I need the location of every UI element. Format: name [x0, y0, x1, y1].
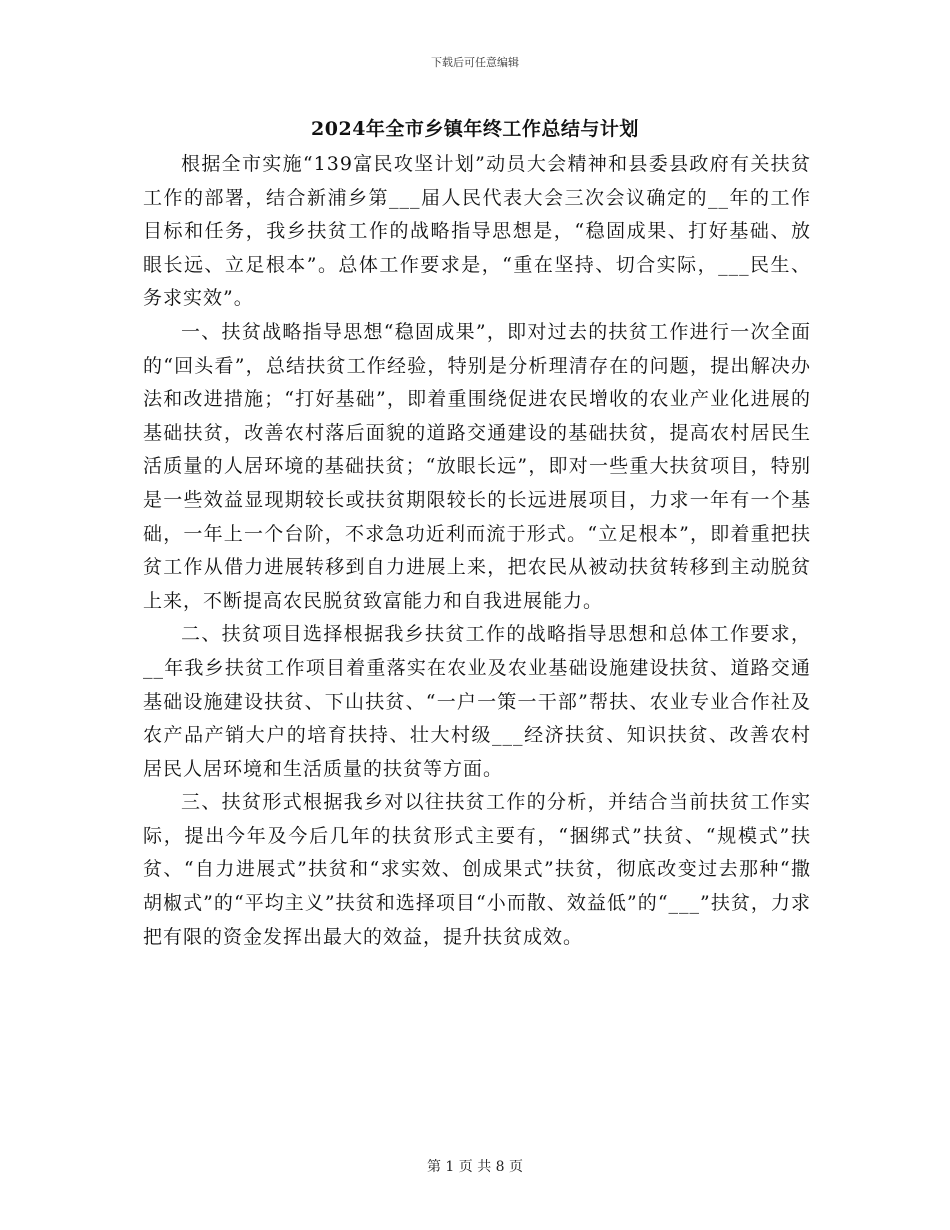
paragraph-intro: 根据全市实施“139富民攻坚计划”动员大会精神和县委县政府有关扶贫工作的部署，结合新浦乡第___届人民代表大会三次会议确定的__年的工作目标和任务，我乡扶贫工作的战略指导思想是，“稳固成果、打好基础、放眼长远、立足根本”。总体工作要求是，“重在坚持、切合实际，___民生、务求实效”。 [143, 153, 811, 310]
document-title: 2024年全市乡镇年终工作总结与计划 [311, 118, 639, 140]
page-number: 第 1 页 共 8 页 [426, 1159, 524, 1175]
page-header-note: 下载后可任意编辑 [431, 56, 519, 69]
paragraph-strategy: 一、扶贫战略指导思想“稳固成果”，即对过去的扶贫工作进行一次全面的“回头看”，总结扶贫工作经验，特别是分析理清存在的问题，提出解决办法和改进措施；“打好基础”，即着重围绕促进农民增收的农业产业化进展的基础扶贫，改善农村落后面貌的道路交通建设的基础扶贫，提高农村居民生活质量的人居环境的基础扶贫；“放眼长远”，即对一些重大扶贫项目，特别是一些效益显现期较长或扶贫期限较长的长远进展项目，力求一年有一个基础，一年上一个台阶，不求急功近利而流于形式。“立足根本”，即着重把扶贫工作从借力进展转移到自力进展上来，把农民从被动扶贫转移到主动脱贫上来，不断提高农民脱贫致富能力和自我进展能力。 [143, 320, 811, 612]
document-body [143, 148, 811, 954]
paragraph-projects: 二、扶贫项目选择根据我乡扶贫工作的战略指导思想和总体工作要求，__年我乡扶贫工作项目着重落实在农业及农业基础设施建设扶贫、道路交通基础设施建设扶贫、下山扶贫、“一户一策一干部”帮扶、农业专业合作社及农产品产销大户的培育扶持、壮大村级___经济扶贫、知识扶贫、改善农村居民人居环境和生活质量的扶贫等方面。 [143, 623, 811, 780]
paragraph-forms: 三、扶贫形式根据我乡对以往扶贫工作的分析，并结合当前扶贫工作实际，提出今年及今后几年的扶贫形式主要有，“捆绑式”扶贫、“规模式”扶贫、“自力进展式”扶贫和“求实效、创成果式”扶贫，彻底改变过去那种“撒胡椒式”的“平均主义”扶贫和选择项目“小而散、效益低”的“___”扶贫，力求把有限的资金发挥出最大的效益，提升扶贫成效。 [143, 791, 811, 948]
